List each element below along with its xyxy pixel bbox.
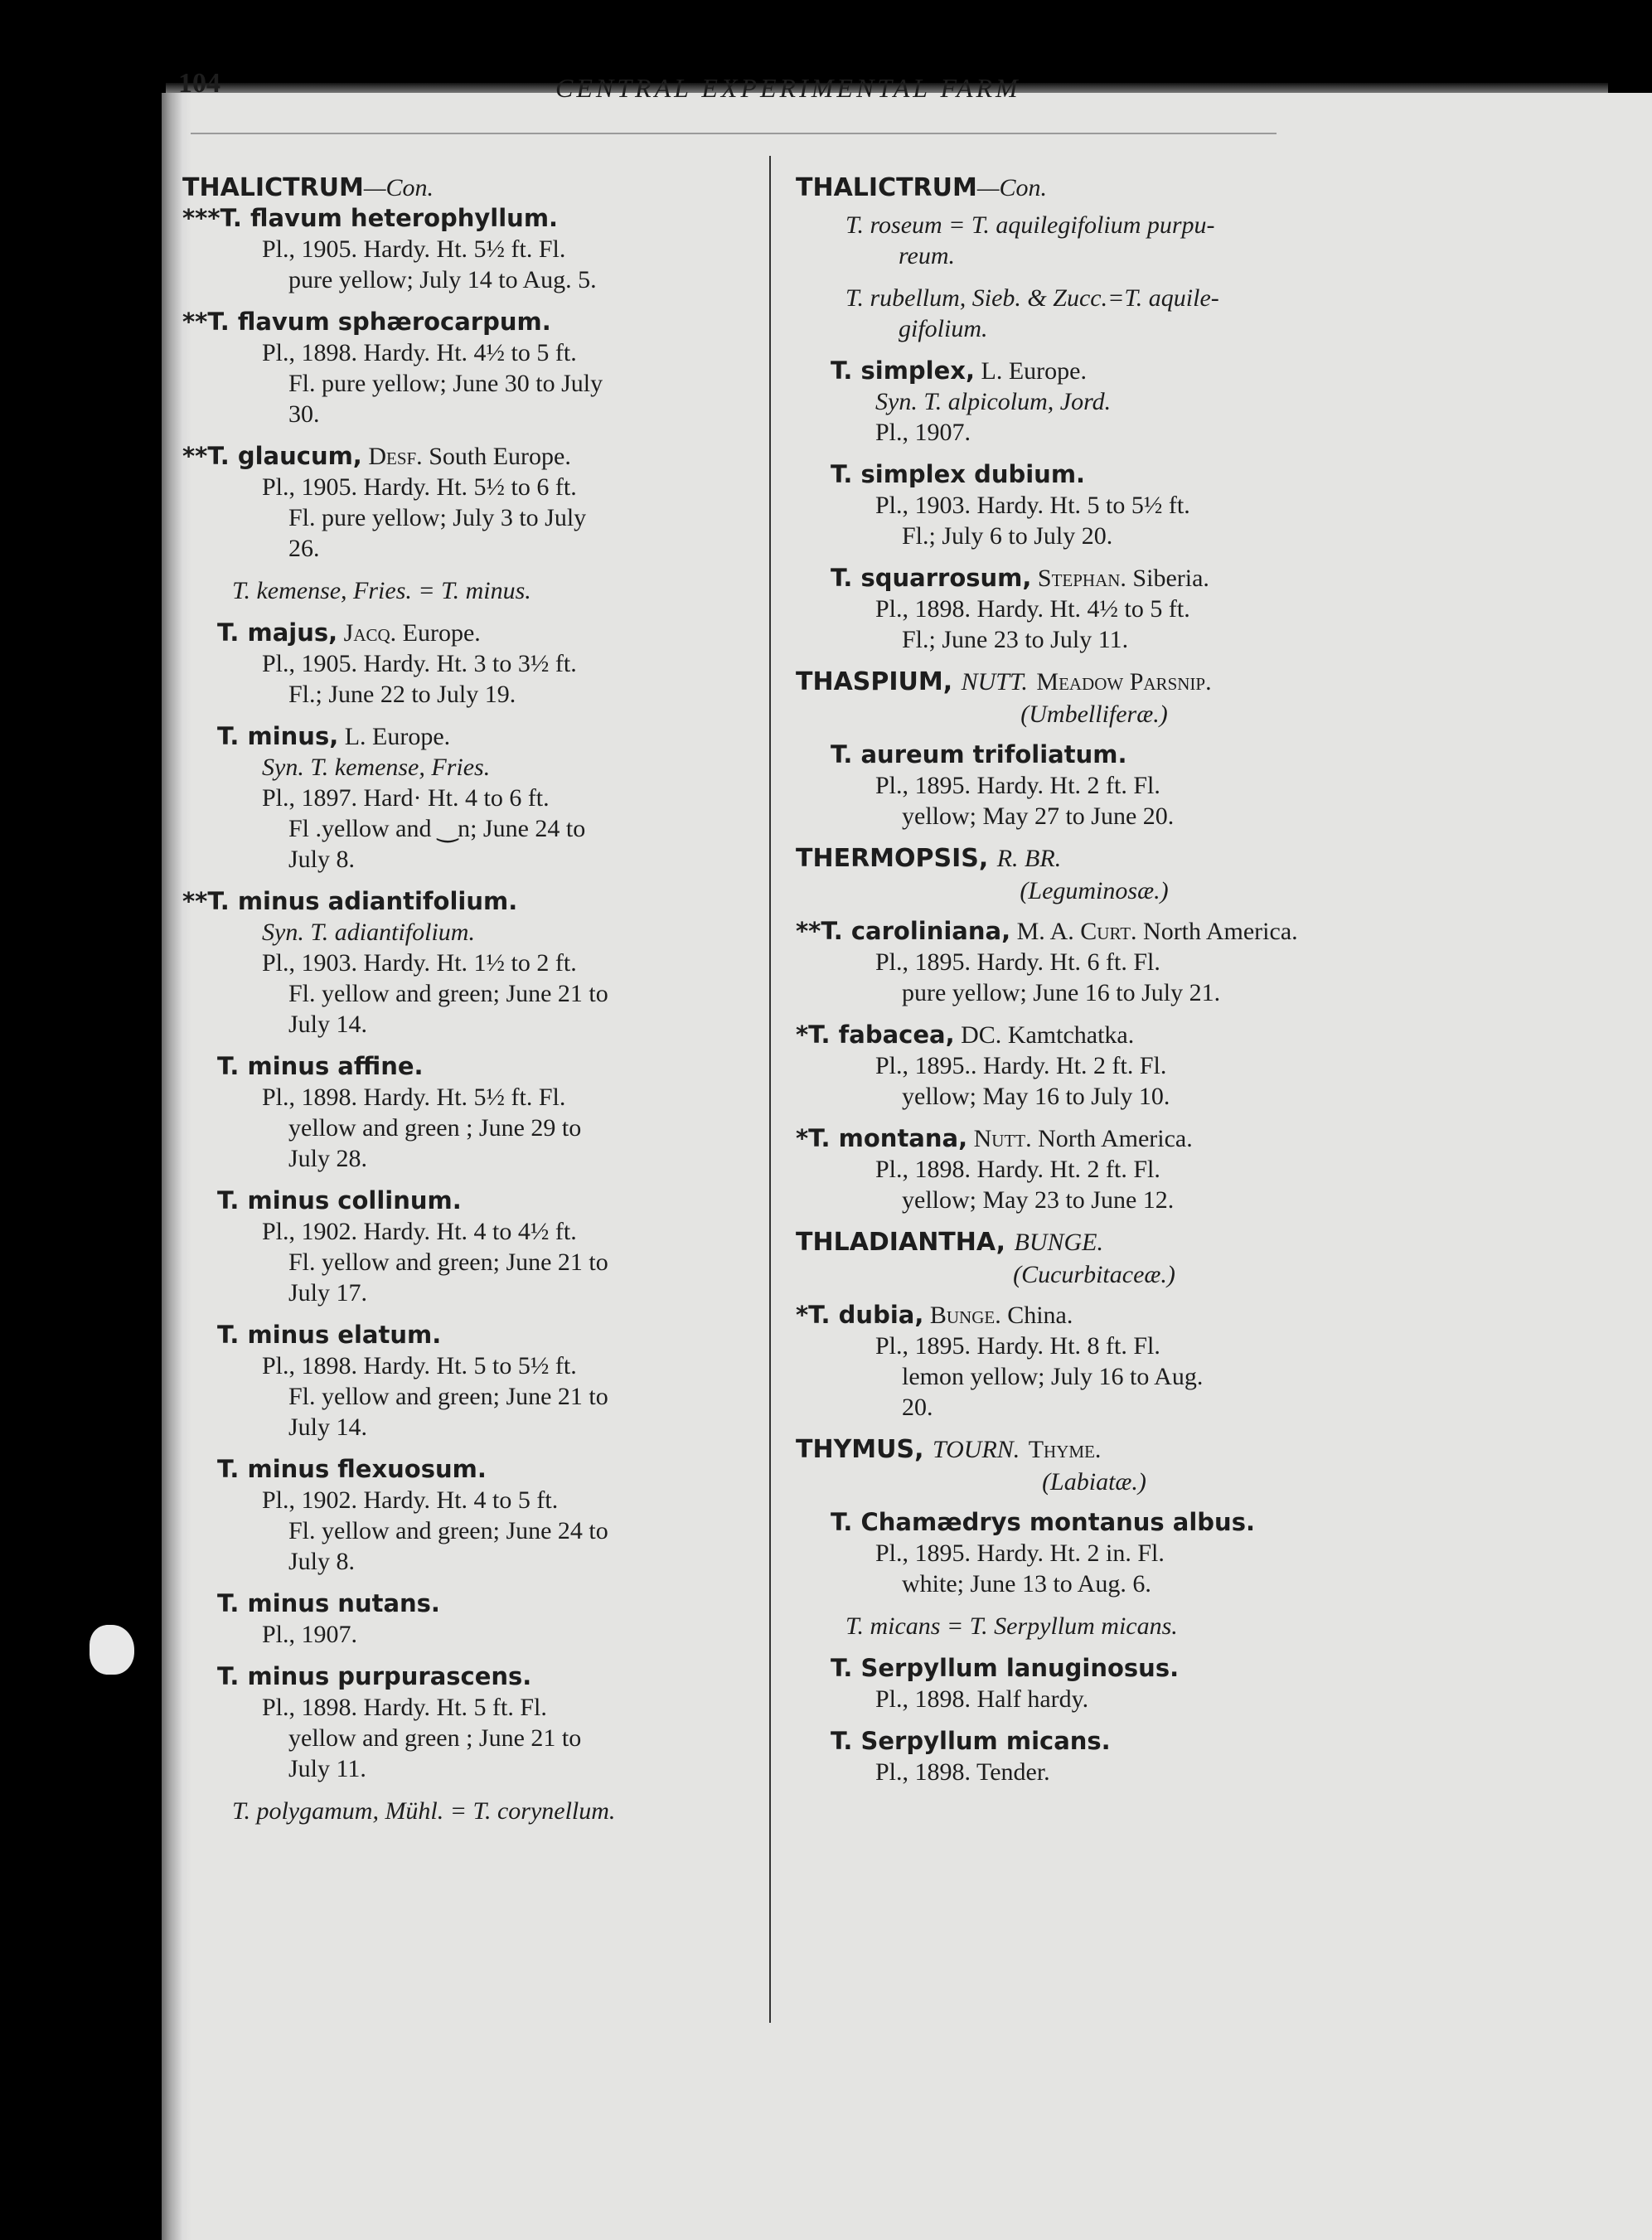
species-name: T. minus nutans. [217,1589,440,1617]
entry-detail-line: Pl., 1898. Tender. [875,1758,1050,1786]
plant-entry [182,203,754,295]
plant-entry [182,441,754,564]
entry-heading [796,1300,1393,1331]
cross-reference: T. kemense, Fries. = T. minus. [232,577,531,604]
entry-detail-line: Pl., 1895. Hardy. Ht. 8 ft. Fl. [875,1332,1160,1360]
species-name: T. minus, [217,722,339,750]
genus-name: THERMOPSIS, [796,844,989,873]
entry-detail-line: Pl., 1903. Hardy. Ht. 5 to 5½ ft. [875,492,1190,519]
synonym: Syn. T. adiantifolium. [262,919,475,946]
entry-heading [217,1588,754,1619]
entry-detail-line: pure yellow; June 16 to July 21. [902,979,1221,1006]
entry-detail-line: white; June 13 to Aug. 6. [902,1570,1151,1598]
species-origin: South Europe. [429,443,571,470]
plant-entry [182,1588,754,1650]
plant-entry [182,1454,754,1577]
species-origin: Europe. [1008,357,1087,385]
entry-detail-line: Pl., 1895. Hardy. Ht. 2 ft. Fl. [875,772,1160,799]
entry-detail-line: July 28. [288,1145,368,1172]
entry-detail-line: Fl. pure yellow; July 3 to July [288,504,587,531]
species-name: T. fabacea, [808,1021,955,1049]
entry-detail-line: Pl., 1903. Hardy. Ht. 1½ to 2 ft. [262,949,577,977]
plant-entry [796,1020,1393,1112]
species-author: Stephan. [1037,565,1126,592]
entry-detail-line: July 14. [288,1413,368,1441]
species-author: Desf. [368,443,423,470]
entry-detail-line: Pl., 1898. Hardy. Ht. 5 to 5½ ft. [262,1352,577,1379]
species-name: T. Chamædrys montanus albus. [831,1508,1255,1536]
hardiness-stars: * [796,1124,809,1152]
entry-detail-line: Pl., 1902. Hardy. Ht. 4 to 4½ ft. [262,1218,577,1245]
species-origin: Europe. [402,619,481,647]
cross-reference-line: T. roseum = T. aquilegifolium purpu- [845,211,1215,239]
species-name: T. minus affine. [217,1052,424,1080]
entry-detail-line: Fl. yellow and green; June 21 to [288,1248,608,1276]
entry-heading [831,1507,1393,1538]
hardiness-stars: ** [182,308,208,336]
genus-heading [796,1227,1393,1258]
running-head: CENTRAL EXPERIMENTAL FARM [555,73,1021,103]
entry-heading [831,459,1393,490]
species-name: T. flavum sphærocarpum. [207,308,551,336]
entry-detail-line: Pl., 1898. Hardy. Ht. 5½ ft. Fl. [262,1084,566,1111]
entry-heading [796,1123,1393,1154]
entry-detail-line: Fl. yellow and green; June 21 to [288,1383,608,1410]
species-name: T. montana, [808,1124,968,1152]
genus-name: THASPIUM, [796,667,953,696]
species-name: T. Serpyllum micans. [831,1727,1111,1755]
common-name: Thyme. [1028,1436,1102,1463]
plant-entry [796,916,1393,1008]
species-origin: China. [1007,1302,1073,1329]
plant-entry [796,459,1393,551]
entry-heading [217,1320,754,1350]
entry-detail-line: pure yellow; July 14 to Aug. 5. [288,266,597,293]
entry-heading [831,563,1393,594]
entry-detail-line: 26. [288,535,320,562]
species-name: T. simplex, [831,356,975,385]
species-author: Bunge. [929,1302,1001,1329]
genus-name: THLADIANTHA, [796,1228,1006,1257]
entry-heading [217,1661,754,1692]
family-name: (Labiatæ.) [1042,1468,1146,1496]
entry-detail-line: Pl., 1895. Hardy. Ht. 2 in. Fl. [875,1539,1165,1567]
entry-detail-line: yellow and green ; June 29 to [288,1114,582,1142]
entry-detail-line: Fl. yellow and green; June 24 to [288,1517,608,1544]
genus-heading [796,667,1393,697]
species-origin: Europe. [372,723,451,750]
plant-entry [796,1653,1393,1714]
entry-heading [796,916,1393,947]
entry-detail-line: lemon yellow; July 16 to Aug. [902,1363,1204,1390]
entry-detail-line: July 14. [288,1011,368,1038]
hardiness-stars: * [796,1021,809,1049]
entry-detail-line: July 8. [288,846,356,873]
species-origin: North America. [1143,918,1298,945]
species-name: T. aureum trifoliatum. [831,740,1127,768]
plant-entry [796,739,1393,832]
entry-detail-line: Pl., 1898. Hardy. Ht. 5 ft. Fl. [262,1694,547,1721]
entry-heading [182,886,754,917]
page-number: 104 [178,68,220,99]
plant-entry [796,1123,1393,1215]
hardiness-stars: * [796,1301,809,1329]
entry-detail-line: Pl., 1905. Hardy. Ht. 3 to 3½ ft. [262,650,577,677]
species-origin: Kamtchatka. [1007,1021,1135,1049]
genus-name: THALICTRUM [796,173,977,202]
entry-heading [831,739,1393,770]
family-name: (Cucurbitaceæ.) [1013,1261,1175,1288]
genus-author: NUTT. [961,668,1028,696]
species-name: T. majus, [217,618,338,647]
species-name: T. minus collinum. [217,1186,462,1215]
entry-heading [217,1185,754,1216]
genus-author: BUNGE. [1014,1229,1103,1256]
species-author: L. [981,357,1003,385]
genus-author: —Con. [976,174,1048,201]
entry-detail-line: Pl., 1895. Hardy. Ht. 6 ft. Fl. [875,948,1160,976]
entry-detail-line: Pl., 1907. [262,1621,358,1648]
species-name: T. simplex dubium. [831,460,1086,488]
genus-heading [796,172,1393,203]
species-origin: Siberia. [1132,565,1209,592]
species-name: T. dubia, [808,1301,924,1329]
entry-detail-line: Fl.; June 23 to July 11. [902,626,1129,653]
species-author: M. A. Curt. [1016,918,1137,945]
entry-detail-line: yellow; May 16 to July 10. [902,1083,1170,1110]
plant-entry [182,1185,754,1308]
entry-heading [182,203,754,234]
plant-entry [182,618,754,710]
entry-heading [217,1051,754,1082]
plant-entry [796,1726,1393,1787]
hardiness-stars: ** [796,917,821,945]
species-name: T. Serpyllum lanuginosus. [831,1654,1180,1682]
hardiness-stars: *** [182,204,220,232]
hardiness-stars: ** [182,442,208,470]
species-name: T. glaucum, [207,442,362,470]
plant-entry [182,307,754,429]
entry-detail-line: yellow; May 27 to June 20. [902,802,1175,830]
entry-detail-line: Fl. pure yellow; June 30 to July [288,370,603,397]
species-name: T. minus purpurascens. [217,1662,532,1690]
right-column [796,166,1393,1799]
cross-reference [796,210,1393,271]
genus-heading [796,843,1393,874]
entry-detail-line: 30. [288,400,320,428]
entry-detail-line: Pl., 1898. Hardy. Ht. 2 ft. Fl. [875,1156,1160,1183]
common-name: Meadow Parsnip. [1036,668,1212,696]
plant-entry [182,1320,754,1442]
cross-reference-line: reum. [899,242,956,269]
cross-reference [796,1611,1393,1641]
species-name: T. minus elatum. [217,1321,442,1349]
entry-detail-line: yellow and green ; June 21 to [288,1724,582,1752]
species-author: DC. [961,1021,1002,1049]
entry-detail-line: Pl., 1897. Hard· Ht. 4 to 6 ft. [262,784,550,812]
entry-heading [831,1653,1393,1684]
entry-detail-line: 20. [902,1394,933,1421]
genus-heading [182,172,754,203]
entry-detail-line: Pl., 1898. Half hardy. [875,1685,1089,1713]
species-name: T. squarrosum, [831,564,1032,592]
genus-name: THALICTRUM [182,173,364,202]
genus-author: TOURN. [932,1436,1020,1463]
header-rule [191,133,1277,134]
entry-detail-line: Fl.; June 22 to July 19. [288,681,516,708]
cross-reference-line: T. rubellum, Sieb. & Zucc.=T. aquile- [845,284,1219,312]
cross-reference: T. polygamum, Mühl. = T. corynellum. [232,1797,616,1825]
family-name: (Leguminosæ.) [1020,877,1169,904]
genus-author: R. BR. [996,845,1062,872]
entry-heading [796,1020,1393,1050]
species-author: Jacq. [343,619,397,647]
entry-heading [217,721,754,752]
species-name: T. minus flexuosum. [217,1455,487,1483]
cross-reference [796,283,1393,344]
entry-detail-line: Fl. yellow and green; June 21 to [288,980,608,1007]
entry-heading [831,356,1393,386]
entry-detail-line: July 8. [288,1548,356,1575]
plant-entry [796,356,1393,448]
genus-heading [796,1434,1393,1465]
entry-detail-line: Pl., 1902. Hardy. Ht. 4 to 5 ft. [262,1486,559,1514]
entry-detail-line: Pl., 1895.. Hardy. Ht. 2 ft. Fl. [875,1052,1167,1079]
column-divider [769,156,771,2023]
entry-detail-line: Fl .yellow and ‿n; June 24 to [288,815,586,842]
entry-heading [182,307,754,337]
synonym: Syn. T. kemense, Fries. [262,754,491,781]
synonym: Syn. T. alpicolum, Jord. [875,388,1112,415]
plant-entry [796,1507,1393,1599]
entry-detail-line: July 17. [288,1279,368,1307]
entry-detail-line: Pl., 1898. Hardy. Ht. 4½ to 5 ft. [262,339,577,366]
species-author: L. [344,723,366,750]
entry-heading [217,618,754,648]
species-author: Nutt. [973,1125,1032,1152]
left-column [182,166,754,1838]
entry-detail-line: Fl.; July 6 to July 20. [902,522,1113,550]
plant-entry [796,563,1393,655]
species-name: T. flavum heterophyllum. [220,204,559,232]
scan-smudge [90,1625,134,1675]
species-name: T. minus adiantifolium. [207,887,518,915]
entry-detail-line: Pl., 1907. [875,419,971,446]
genus-continued: —Con. [363,174,434,201]
plant-entry [182,1051,754,1174]
entry-detail-line: Pl., 1905. Hardy. Ht. 5½ ft. Fl. [262,235,566,263]
plant-entry [182,1661,754,1784]
entry-detail-line: July 11. [288,1755,366,1782]
plant-entry [182,886,754,1040]
family-name: (Umbelliferæ.) [1020,701,1168,728]
cross-reference-line: gifolium. [899,315,988,342]
species-name: T. caroliniana, [821,917,1011,945]
entry-heading [217,1454,754,1485]
species-origin: North America. [1038,1125,1193,1152]
entry-detail-line: Pl., 1905. Hardy. Ht. 5½ to 6 ft. [262,473,577,501]
entry-detail-line: yellow; May 23 to June 12. [902,1186,1175,1214]
genus-name: THYMUS, [796,1435,924,1464]
plant-entry [182,721,754,875]
entry-heading [182,441,754,472]
entry-detail-line: Pl., 1898. Hardy. Ht. 4½ to 5 ft. [875,595,1190,623]
hardiness-stars: ** [182,887,208,915]
cross-reference-line: T. micans = T. Serpyllum micans. [845,1612,1178,1640]
plant-entry [796,1300,1393,1423]
page-header [178,68,1206,118]
entry-heading [831,1726,1393,1757]
